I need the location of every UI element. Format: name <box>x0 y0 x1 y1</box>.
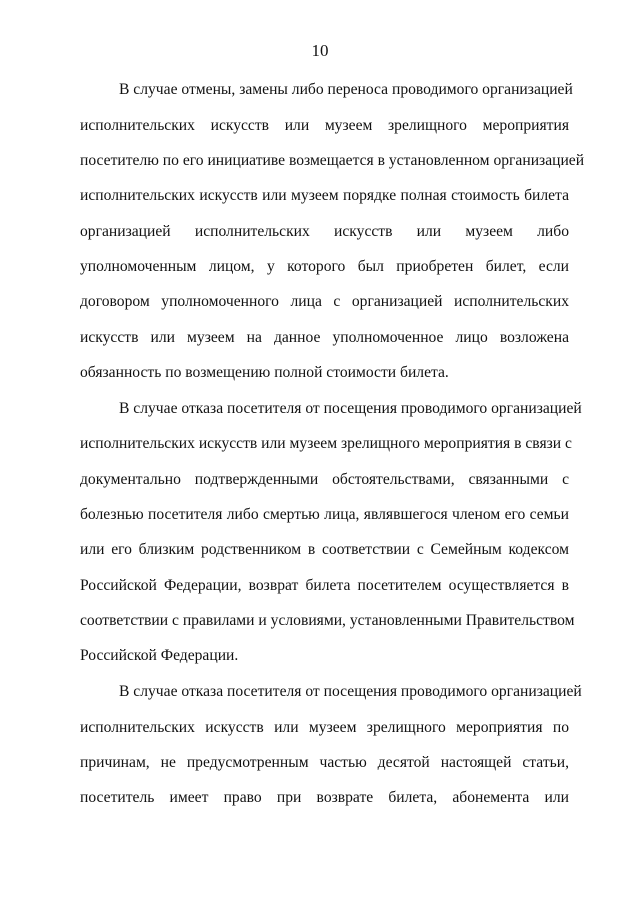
text-line: В случае отказа посетителя от посещения проводимого организацией <box>119 400 582 417</box>
page-number: 10 <box>311 41 329 60</box>
text-line: договором уполномоченного лица с организацией исполнительских <box>80 293 569 310</box>
text-line: причинам, не предусмотренным частью десятой настоящей статьи, <box>80 754 569 771</box>
text-line: В случае отмены, замены либо переноса проводимого организацией <box>119 81 573 98</box>
text-line: обязанность по возмещению полной стоимости билета. <box>80 364 449 381</box>
text-line: организацией исполнительских искусств или музеем либо <box>80 223 569 240</box>
text-line: В случае отказа посетителя от посещения проводимого организацией <box>119 683 582 700</box>
text-line: искусств или музеем на данное уполномоченное лицо возложена <box>80 329 569 346</box>
text-line: исполнительских искусств или музеем зрелищного мероприятия по <box>80 719 569 736</box>
text-line: документально подтвержденными обстоятельствами, связанными с <box>80 471 569 488</box>
text-line: посетитель имеет право при возврате билета, абонемента или <box>80 789 569 806</box>
text-line: исполнительских искусств или музеем порядке полная стоимость билета <box>80 187 569 204</box>
text-line: Российской Федерации, возврат билета посетителем осуществляется в <box>80 577 569 594</box>
text-line: уполномоченным лицом, у которого был приобретен билет, если <box>80 258 569 275</box>
text-line: исполнительских искусств или музеем зрелищного мероприятия <box>80 117 569 134</box>
text-line: Российской Федерации. <box>80 647 239 664</box>
text-line: соответствии с правилами и условиями, установленными Правительством <box>80 612 575 629</box>
text-line: посетителю по его инициативе возмещается в установленном организацией <box>80 152 585 169</box>
text-line: или его близким родственником в соответствии с Семейным кодексом <box>80 541 569 558</box>
text-line: исполнительских искусств или музеем зрелищного мероприятия в связи с <box>80 435 572 452</box>
text-line: болезнью посетителя либо смертью лица, являвшегося членом его семьи <box>80 506 569 523</box>
